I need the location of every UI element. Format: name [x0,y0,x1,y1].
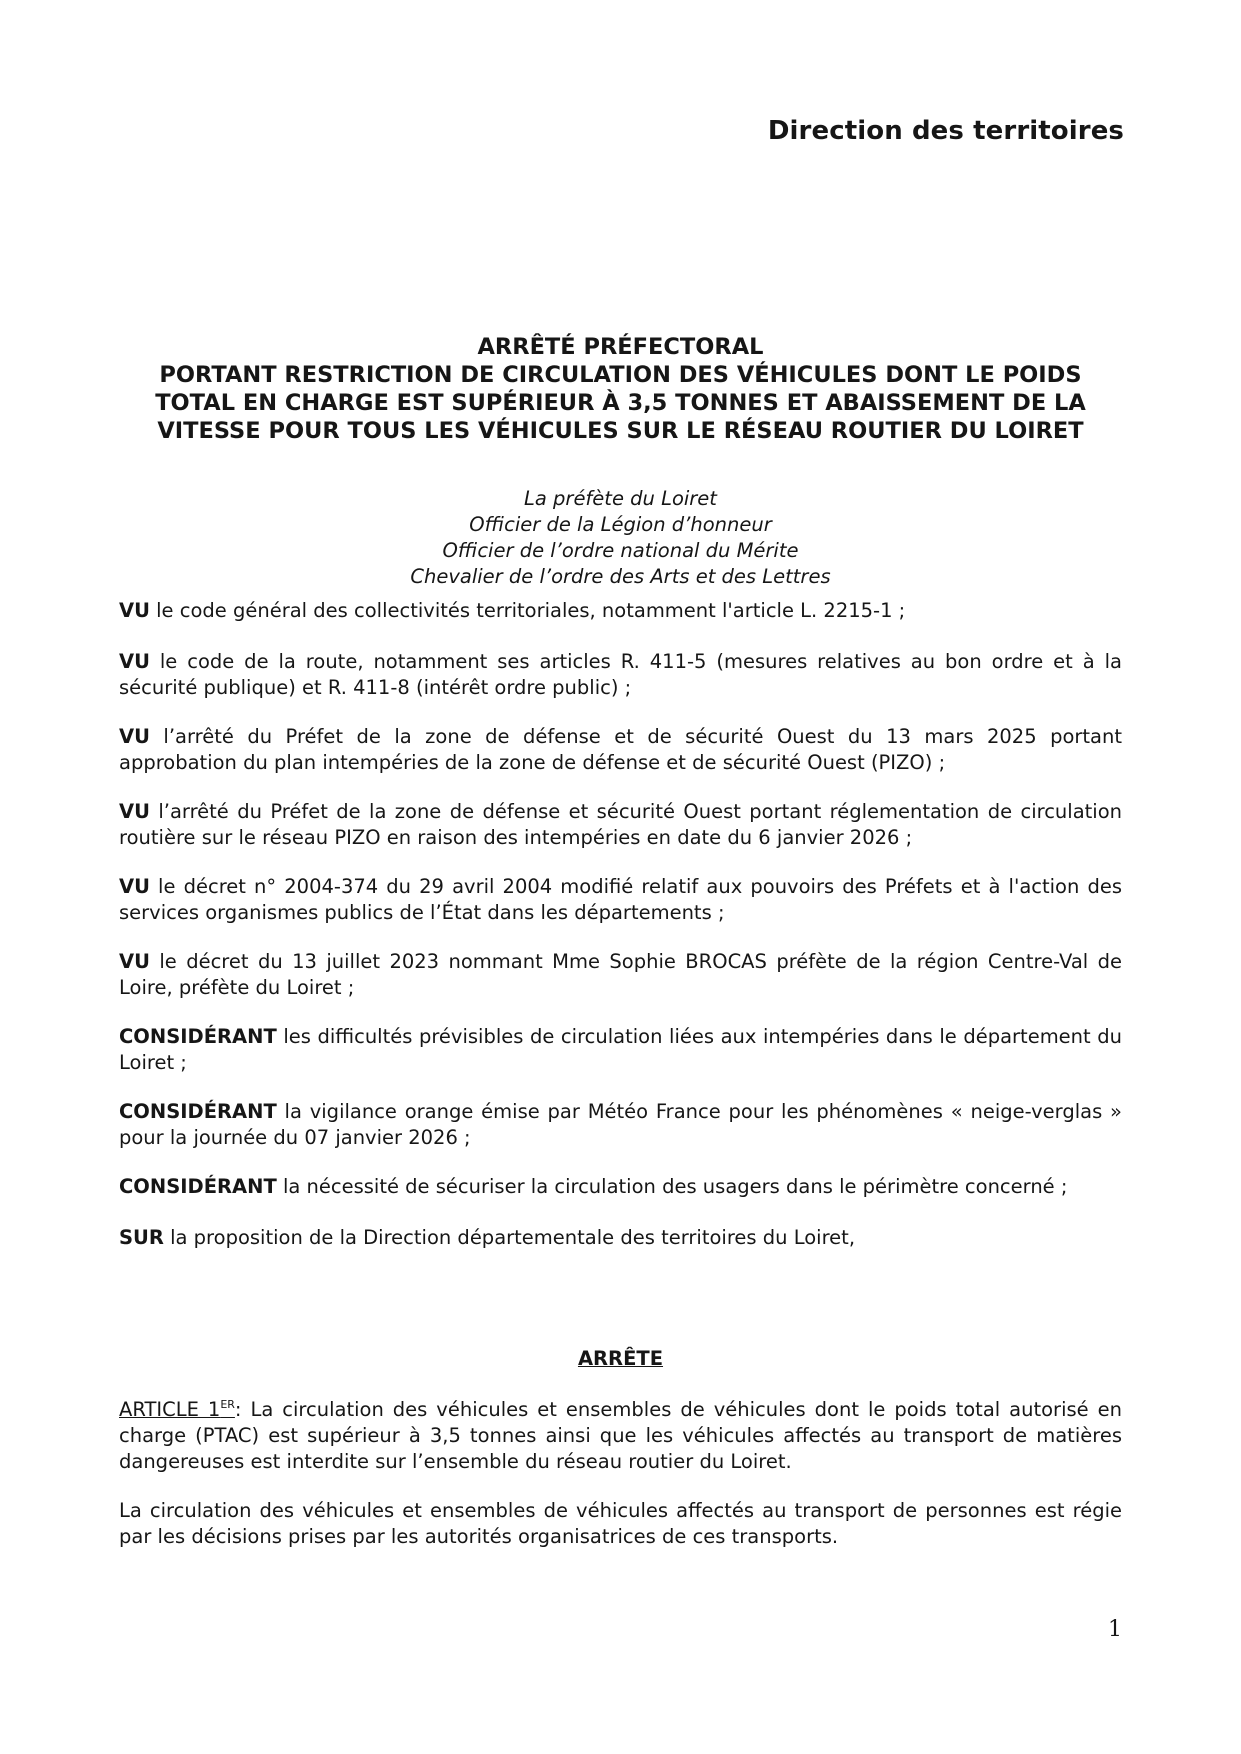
clause-keyword: VU [119,650,150,673]
article-1-label-text: ARTICLE 1 [119,1398,221,1421]
signatory-block [119,486,1122,590]
title-line: PORTANT RESTRICTION DE CIRCULATION DES VÉHICULES DONT LE POIDS [159,362,1082,388]
signatory-line: La préfète du Loiret [524,487,717,510]
clause-keyword: VU [119,800,150,823]
clause-keyword: VU [119,875,150,898]
clause-text: la vigilance orange émise par Météo France pour les phénomènes « neige-verglas » pour la journée du 07 janvier 2026 ; [119,1100,1122,1149]
article-1-text: : La circulation des véhicules et ensembles de véhicules dont le poids total autorisé en charge (PTAC) est supérieur à 3,5 tonnes ainsi que les véhicules affectés au transport de matières dangereuses est interdite sur l’ensemble du réseau routier du Loiret. [119,1398,1122,1473]
article-1-paragraph [119,1397,1122,1475]
clause-paragraph [119,1174,1122,1200]
signatory-line: Chevalier de l’ordre des Arts et des Lettres [410,565,831,588]
clause-paragraph [119,1225,1122,1251]
clause-paragraph [119,598,1122,624]
page-number: 1 [1108,1617,1122,1642]
clause-paragraph [119,1099,1122,1151]
clause-text: l’arrêté du Préfet de la zone de défense et de sécurité Ouest du 13 mars 2025 portant approbation du plan intempéries de la zone de défense et de sécurité Ouest (PIZO) ; [119,725,1122,774]
clause-text: la proposition de la Direction départementale des territoires du Loiret, [163,1226,856,1249]
article-1-label-sup: ER [220,1398,235,1411]
clause-keyword: CONSIDÉRANT [119,1175,277,1198]
clause-paragraph [119,649,1122,701]
clause-paragraph [119,724,1122,776]
department-header: Direction des territoires [767,116,1124,146]
signatory-line: Officier de l’ordre national du Mérite [442,539,799,562]
clause-keyword: SUR [119,1226,164,1249]
clause-paragraph [119,1024,1122,1076]
article-1-paragraph-2: La circulation des véhicules et ensembles de véhicules affectés au transport de personnes est régie par les décisions prises par les autorités organisatrices de ces transports. [119,1499,1122,1548]
clause-keyword: CONSIDÉRANT [119,1100,277,1123]
title-line: VITESSE POUR TOUS LES VÉHICULES SUR LE RÉSEAU ROUTIER DU LOIRET [157,418,1084,444]
clause-text: le décret n° 2004-374 du 29 avril 2004 modifié relatif aux pouvoirs des Préfets et à l'action des services organismes publics de l’État dans les départements ; [119,875,1122,924]
clause-keyword: VU [119,950,150,973]
arrete-heading: ARRÊTE [577,1347,664,1370]
title-line: ARRÊTÉ PRÉFECTORAL [477,334,764,360]
clause-text: la nécessité de sécuriser la circulation des usagers dans le périmètre concerné ; [276,1175,1068,1198]
signatory-line: Officier de la Légion d’honneur [469,513,772,536]
article-1-label [119,1398,235,1421]
clause-keyword: VU [119,599,150,622]
clause-paragraph [119,874,1122,926]
clause-paragraph [119,949,1122,1001]
clause-text: les difficultés prévisibles de circulation liées aux intempéries dans le département du Loiret ; [119,1025,1122,1074]
document-title [119,333,1122,445]
clause-text: le code de la route, notamment ses articles R. 411-5 (mesures relatives au bon ordre et à la sécurité publique) et R. 411-8 (intérêt ordre public) ; [119,650,1122,699]
title-line: TOTAL EN CHARGE EST SUPÉRIEUR À 3,5 TONNES ET ABAISSEMENT DE LA [155,390,1086,416]
clause-keyword: CONSIDÉRANT [119,1025,277,1048]
clause-text: le décret du 13 juillet 2023 nommant Mme Sophie BROCAS préfète de la région Centre-Val de Loire, préfète du Loiret ; [119,950,1122,999]
clause-text: l’arrêté du Préfet de la zone de défense et sécurité Ouest portant réglementation de circulation routière sur le réseau PIZO en raison des intempéries en date du 6 janvier 2026 ; [119,800,1122,849]
clause-keyword: VU [119,725,150,748]
clause-text: le code général des collectivités territoriales, notamment l'article L. 2215-1 ; [149,599,906,622]
clause-paragraph [119,799,1122,851]
